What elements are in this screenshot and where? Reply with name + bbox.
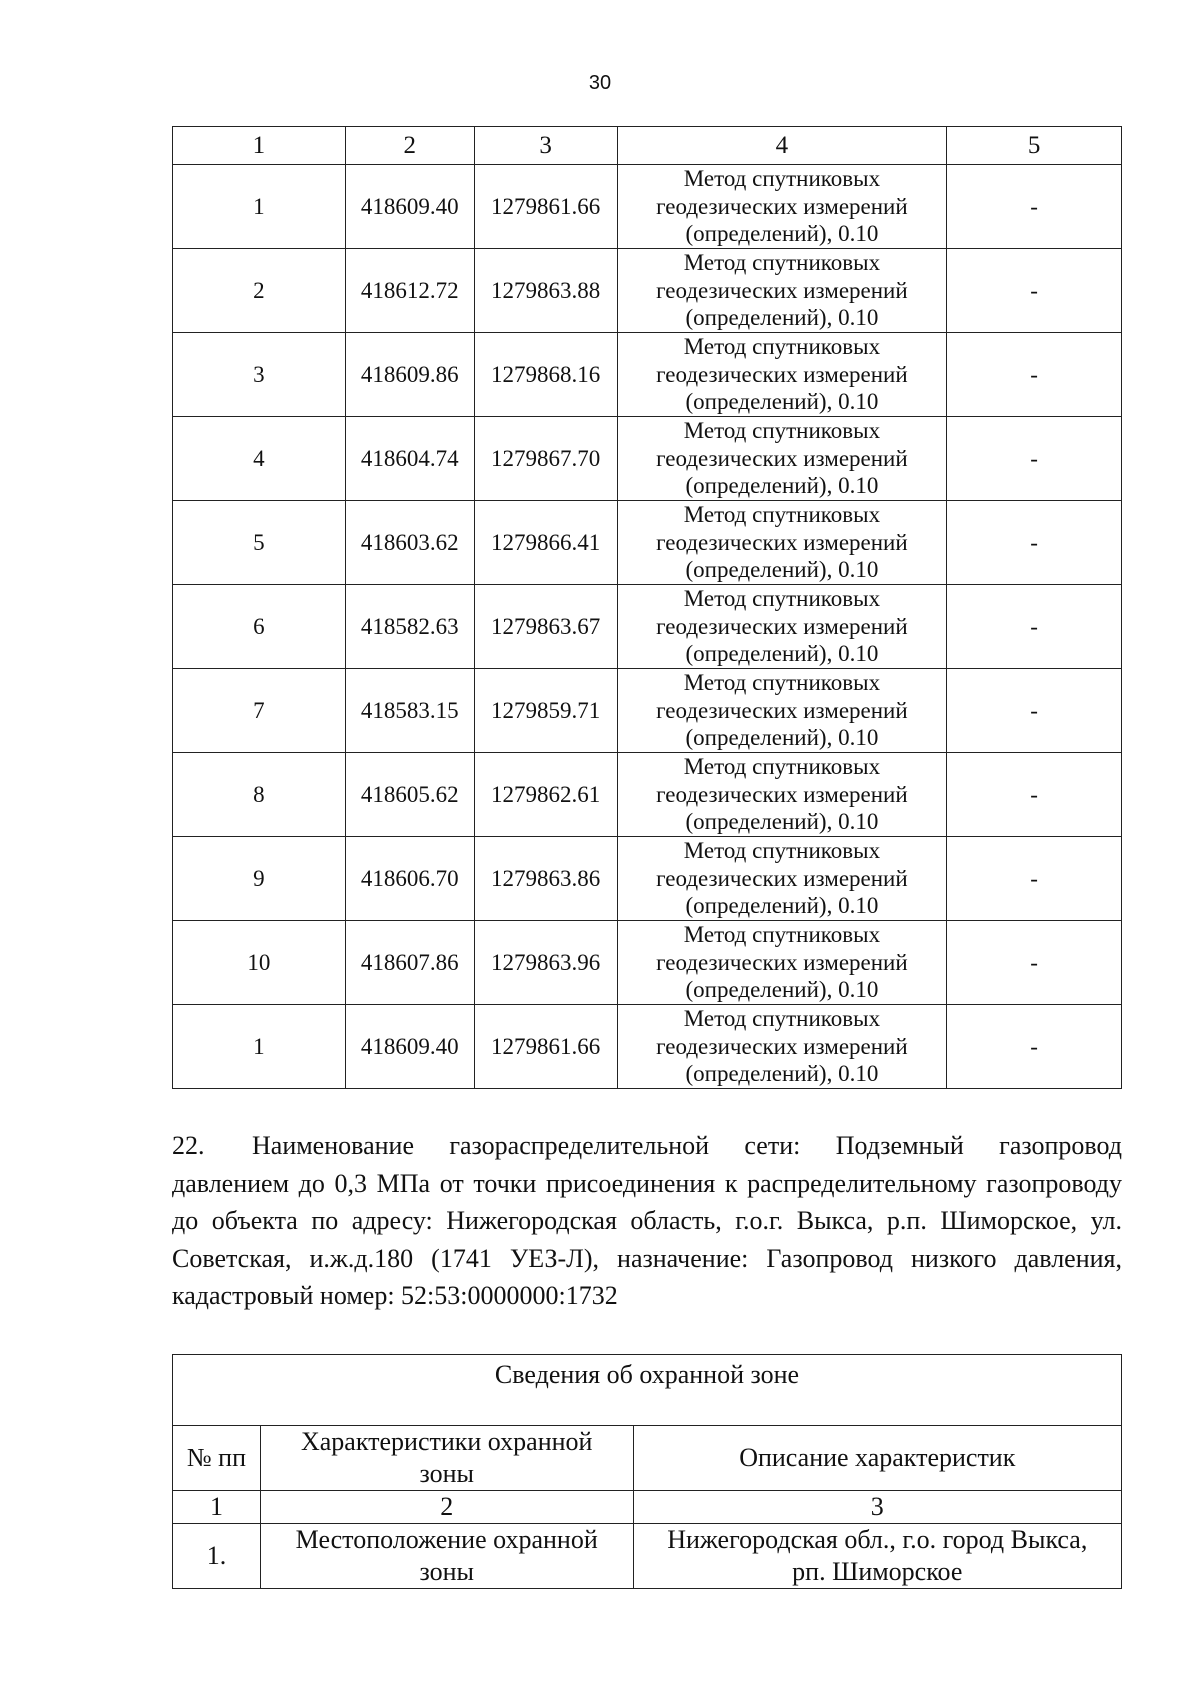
cell-line: рп. Шиморское [792,1557,963,1586]
point-number: 8 [173,753,346,837]
method-line: Метод спутниковых [683,670,881,696]
table-row [173,501,1122,585]
header-line: зоны [419,1459,474,1488]
method-line: Метод спутниковых [683,838,881,864]
table-row [173,585,1122,669]
point-number: 5 [173,501,346,585]
method-cell [617,585,947,669]
method-line: (определений), 0.10 [685,893,879,919]
coord-y: 1279861.66 [474,1005,617,1089]
coord-x: 418582.63 [345,585,474,669]
zone-table-header-row [173,1426,1122,1491]
index-cell: 2 [260,1491,633,1524]
description-cell: - [947,669,1122,753]
method-cell [617,333,947,417]
method-line: геодезических измерений [656,865,908,891]
table-header-row [173,127,1122,165]
method-line: (определений), 0.10 [685,809,879,835]
method-line: Метод спутниковых [683,922,881,948]
cell-line: Местоположение охранной [295,1525,598,1554]
section-text: Наименование газораспределительной сети: Подземный газопровод давлением до 0,3 МПа от точки присоединения к распределительному газопроводу до объекта по адресу: Нижегородская область, г.о.г. Выкса, р.п. Шиморское, ул. Советская, и.ж.д.180 (1741 УЕЗ-Л), назначение: Газопровод низкого давления, кадастровый номер: 52:53:0000000:1732 [172,1131,1122,1310]
description-cell: - [947,333,1122,417]
method-line: (определений), 0.10 [685,557,879,583]
header-cell: 1 [173,127,346,165]
table-row [173,417,1122,501]
method-cell [617,837,947,921]
row-number: 1. [173,1524,261,1589]
coord-y: 1279863.96 [474,921,617,1005]
method-line: Метод спутниковых [683,586,881,612]
method-line: (определений), 0.10 [685,305,879,331]
table-row [173,1524,1122,1589]
point-number: 4 [173,417,346,501]
coord-x: 418605.62 [345,753,474,837]
method-line: Метод спутниковых [683,754,881,780]
method-line: Метод спутниковых [683,1006,881,1032]
header-cell: 5 [947,127,1122,165]
zone-table-title: Сведения об охранной зоне [173,1355,1122,1426]
zone-table-index-row [173,1491,1122,1524]
point-number: 10 [173,921,346,1005]
method-line: геодезических измерений [656,781,908,807]
header-cell: 2 [345,127,474,165]
coord-x: 418609.86 [345,333,474,417]
index-cell: 1 [173,1491,261,1524]
header-cell: 3 [474,127,617,165]
method-line: (определений), 0.10 [685,389,879,415]
description-cell: - [947,501,1122,585]
zone-table-title-row [173,1355,1122,1426]
description-cell: - [947,921,1122,1005]
description-cell [633,1524,1121,1589]
method-line: (определений), 0.10 [685,641,879,667]
method-line: (определений), 0.10 [685,725,879,751]
table-row [173,669,1122,753]
point-number: 7 [173,669,346,753]
header-cell: 4 [617,127,947,165]
coord-x: 418603.62 [345,501,474,585]
method-line: (определений), 0.10 [685,977,879,1003]
index-cell: 3 [633,1491,1121,1524]
table-row [173,921,1122,1005]
coord-y: 1279863.86 [474,837,617,921]
method-line: (определений), 0.10 [685,221,879,247]
point-number: 2 [173,249,346,333]
coord-y: 1279868.16 [474,333,617,417]
method-line: геодезических измерений [656,949,908,975]
description-cell: - [947,1005,1122,1089]
table-row [173,837,1122,921]
description-cell: - [947,417,1122,501]
coord-x: 418609.40 [345,165,474,249]
method-cell [617,669,947,753]
method-line: геодезических измерений [656,1033,908,1059]
method-line: геодезических измерений [656,529,908,555]
table-row [173,249,1122,333]
method-cell [617,753,947,837]
cell-line: Нижегородская обл., г.о. город Выкса, [667,1525,1088,1554]
coordinates-table [172,126,1122,1089]
method-line: геодезических измерений [656,277,908,303]
coord-x: 418604.74 [345,417,474,501]
header-cell: Описание характеристик [633,1426,1121,1491]
section-paragraph [172,1127,1122,1315]
method-line: геодезических измерений [656,445,908,471]
description-cell: - [947,753,1122,837]
coord-x: 418612.72 [345,249,474,333]
method-line: Метод спутниковых [683,334,881,360]
method-line: геодезических измерений [656,697,908,723]
description-cell: - [947,249,1122,333]
method-line: геодезических измерений [656,613,908,639]
point-number: 9 [173,837,346,921]
method-cell [617,1005,947,1089]
section-number: 22. [172,1131,205,1160]
point-number: 1 [173,165,346,249]
table-row [173,753,1122,837]
description-cell: - [947,165,1122,249]
method-line: Метод спутниковых [683,250,881,276]
header-cell: № пп [173,1426,261,1491]
coord-y: 1279863.67 [474,585,617,669]
point-number: 3 [173,333,346,417]
header-line: Характеристики охранной [300,1427,593,1456]
coord-y: 1279862.61 [474,753,617,837]
method-line: Метод спутниковых [683,418,881,444]
point-number: 1 [173,1005,346,1089]
coord-x: 418583.15 [345,669,474,753]
description-cell: - [947,585,1122,669]
method-cell [617,921,947,1005]
coord-y: 1279863.88 [474,249,617,333]
table-row [173,165,1122,249]
coord-x: 418606.70 [345,837,474,921]
coord-y: 1279859.71 [474,669,617,753]
coord-x: 418607.86 [345,921,474,1005]
description-cell: - [947,837,1122,921]
method-line: геодезических измерений [656,361,908,387]
coord-y: 1279861.66 [474,165,617,249]
table-row [173,1005,1122,1089]
header-cell [260,1426,633,1491]
method-cell [617,417,947,501]
coord-y: 1279867.70 [474,417,617,501]
method-cell [617,165,947,249]
protection-zone-table [172,1354,1122,1589]
method-line: Метод спутниковых [683,166,881,192]
coord-y: 1279866.41 [474,501,617,585]
table-row [173,333,1122,417]
method-line: (определений), 0.10 [685,473,879,499]
method-line: геодезических измерений [656,193,908,219]
method-line: (определений), 0.10 [685,1061,879,1087]
method-cell [617,249,947,333]
method-cell [617,501,947,585]
cell-line: зоны [419,1557,474,1586]
method-line: Метод спутниковых [683,502,881,528]
page-number: 30 [588,72,612,94]
coord-x: 418609.40 [345,1005,474,1089]
characteristic-cell [260,1524,633,1589]
point-number: 6 [173,585,346,669]
